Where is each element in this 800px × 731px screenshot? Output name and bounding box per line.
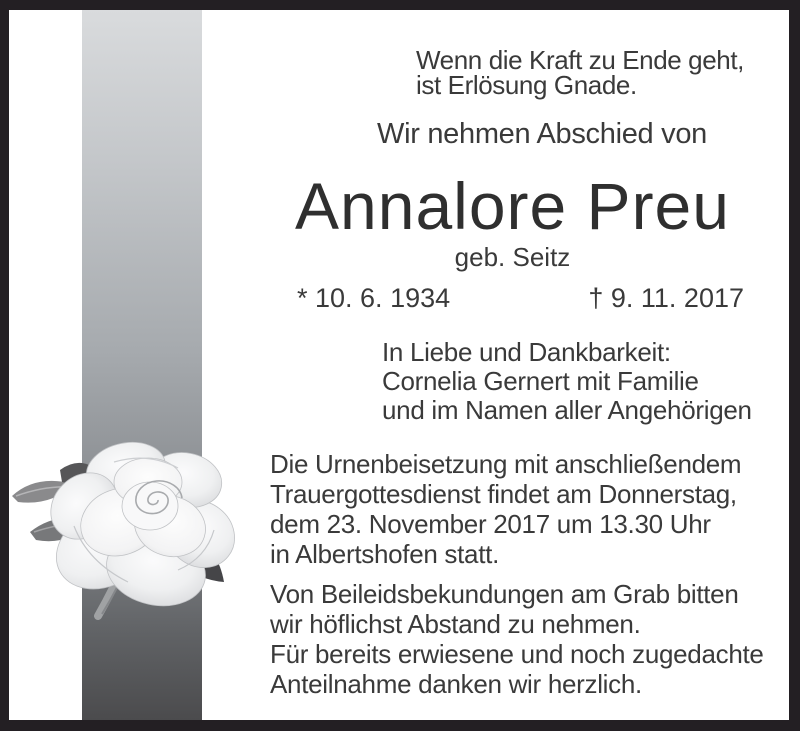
rose-bloom-icon [37, 435, 248, 614]
maiden-name: geb. Seitz [454, 242, 571, 272]
epigraph [416, 45, 744, 100]
deceased-name: Annalore Preu [295, 169, 730, 243]
condolence-note [270, 579, 764, 699]
funeral-info-line: in Albertshofen statt. [270, 539, 499, 569]
funeral-info-line: Die Urnenbeisetzung mit anschließendem [270, 449, 742, 479]
epigraph-line: Wenn die Kraft zu Ende geht, [416, 45, 744, 75]
farewell-intro: Wir nehmen Abschied von [377, 118, 707, 150]
life-dates [297, 284, 744, 312]
epigraph-line: ist Erlösung Gnade. [416, 70, 637, 100]
mourners-line: In Liebe und Dankbarkeit: [382, 337, 671, 367]
condolence-note-line: wir höflichst Abstand zu nehmen. [270, 609, 641, 639]
funeral-info-line: Trauergottesdienst findet am Donnerstag, [270, 479, 737, 509]
funeral-info-line: dem 23. November 2017 um 13.30 Uhr [270, 509, 711, 539]
condolence-note-line: Für bereits erwiesene und noch zugedachte [270, 639, 764, 669]
funeral-info [270, 449, 741, 569]
birth-date: * 10. 6. 1934 [297, 283, 451, 313]
mourners-line: Cornelia Gernert mit Familie [382, 366, 699, 396]
rose-image [8, 430, 248, 630]
condolence-note-line: Anteilnahme danken wir herzlich. [270, 669, 642, 699]
condolence-note-line: Von Beileidsbekundungen am Grab bitten [270, 579, 739, 609]
death-date: † 9. 11. 2017 [588, 283, 744, 313]
mourners-line: und im Namen aller Angehörigen [382, 395, 752, 425]
mourners-block [382, 338, 752, 425]
